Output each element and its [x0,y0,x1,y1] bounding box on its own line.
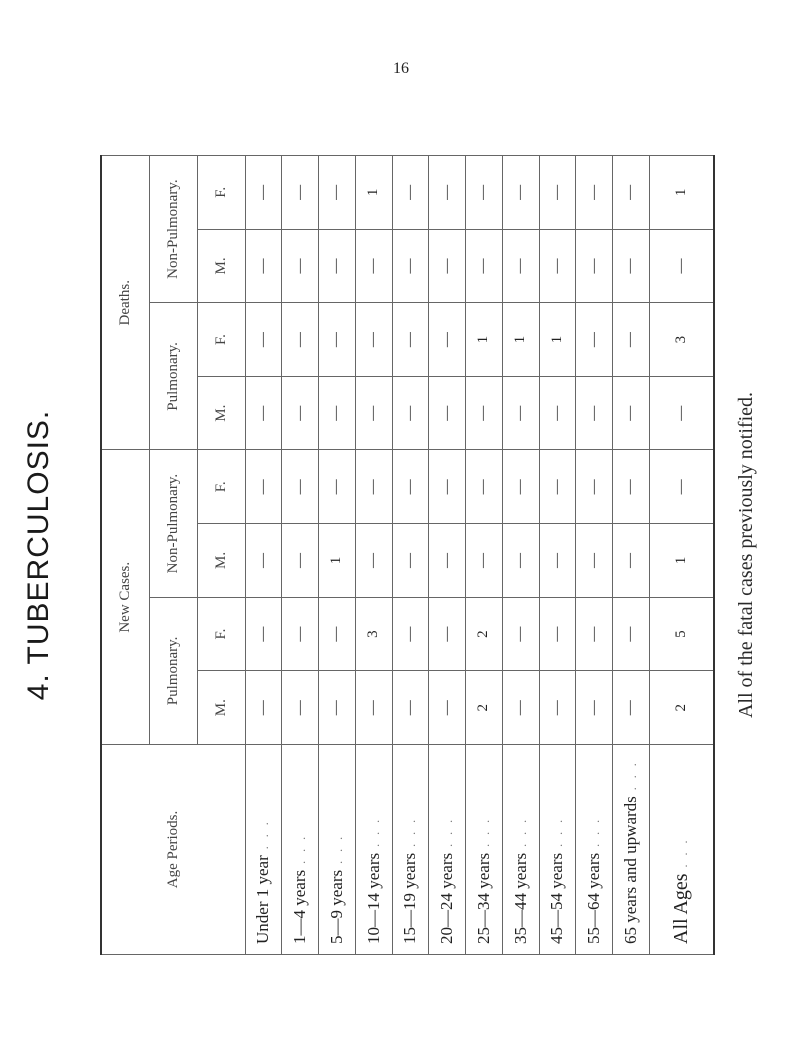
value-cell: — [319,156,356,230]
value-cell: — [613,597,650,671]
value-cell: — [649,376,714,450]
value-cell: 1 [319,524,356,598]
col-header-m: M. [197,524,245,598]
value-cell: 3 [355,597,392,671]
value-cell: — [466,229,503,303]
value-cell: — [392,450,429,524]
table-row [502,156,539,955]
value-cell: — [282,156,319,230]
value-cell: — [245,156,282,230]
value-cell: — [355,524,392,598]
footnote: All of the fatal cases previously notified. [735,392,757,719]
table-row [429,156,466,955]
value-cell: — [319,671,356,745]
value-cell: 3 [649,303,714,377]
value-cell: — [319,229,356,303]
table-row [319,156,356,955]
age-period-label: 35—44 years [510,852,530,944]
value-cell: 2 [466,597,503,671]
value-cell: — [319,303,356,377]
leader-dots: . . . [551,816,566,847]
value-cell: — [502,229,539,303]
new-pulmonary-header: Pulmonary. [149,597,197,744]
section-title: 4. TUBERCULOSIS. [22,409,55,701]
col-header-m: M. [197,671,245,745]
age-periods-header: Age Periods. [101,745,245,955]
rotated-table-region [22,155,757,955]
value-cell: — [319,450,356,524]
value-cell: — [355,376,392,450]
new-cases-header: New Cases. [101,450,149,745]
value-cell: 1 [649,524,714,598]
value-cell: 1 [502,303,539,377]
value-cell: — [282,524,319,598]
leader-dots: . . . [367,816,382,847]
value-cell: — [282,376,319,450]
value-cell: — [613,450,650,524]
value-cell: 1 [466,303,503,377]
value-cell: — [392,156,429,230]
age-period-cell [429,745,466,955]
value-cell: — [576,524,613,598]
value-cell: — [502,524,539,598]
value-cell: — [466,450,503,524]
value-cell: — [649,450,714,524]
value-cell: — [576,450,613,524]
leader-dots: . . . [514,816,529,847]
age-period-label: All Ages [669,873,692,944]
value-cell: — [613,671,650,745]
age-period-cell [319,745,356,955]
leader-dots: . . . [624,760,639,791]
col-header-f: F. [197,450,245,524]
value-cell: — [282,229,319,303]
value-cell: — [539,376,576,450]
value-cell: — [282,450,319,524]
value-cell: — [539,229,576,303]
age-period-cell [466,745,503,955]
value-cell: 1 [355,156,392,230]
value-cell: — [245,450,282,524]
col-header-m: M. [197,229,245,303]
value-cell: — [466,156,503,230]
leader-dots: . . . [441,816,456,847]
age-period-label: 45—54 years [547,852,567,944]
value-cell: — [282,597,319,671]
age-period-label: 10—14 years [363,852,383,944]
leader-dots: . . . [477,816,492,847]
value-cell: — [613,156,650,230]
leader-dots: . . . [257,819,272,850]
value-cell: — [502,597,539,671]
age-period-cell [613,745,650,955]
value-cell: 1 [649,156,714,230]
leader-dots: . . . [404,816,419,847]
value-cell: — [576,597,613,671]
leader-dots: . . . [675,837,690,868]
table-row [245,156,282,955]
value-cell: — [429,156,466,230]
total-row [649,156,714,955]
value-cell: — [613,303,650,377]
age-period-cell [539,745,576,955]
value-cell: — [613,376,650,450]
value-cell: — [429,597,466,671]
col-header-f: F. [197,597,245,671]
value-cell: — [576,303,613,377]
age-period-label: 65 years and upwards [620,796,640,944]
age-period-label: Under 1 year [253,855,273,944]
age-period-cell [576,745,613,955]
value-cell: — [576,156,613,230]
value-cell: — [502,450,539,524]
value-cell: — [245,376,282,450]
table-row [539,156,576,955]
age-period-label: 55—64 years [584,852,604,944]
age-period-label: 20—24 years [437,852,457,944]
value-cell: — [649,229,714,303]
table-row [576,156,613,955]
value-cell: — [539,524,576,598]
value-cell: — [245,229,282,303]
value-cell: — [392,229,429,303]
age-period-label: 25—34 years [473,852,493,944]
value-cell: 5 [649,597,714,671]
col-header-f: F. [197,156,245,230]
age-period-cell [649,745,714,955]
leader-dots: . . . [294,833,309,864]
value-cell: — [539,671,576,745]
value-cell: — [576,376,613,450]
age-period-cell [502,745,539,955]
col-header-f: F. [197,303,245,377]
page-number: 16 [393,60,409,77]
col-header-m: M. [197,376,245,450]
value-cell: — [245,671,282,745]
value-cell: — [502,156,539,230]
value-cell: — [355,303,392,377]
value-cell: — [282,671,319,745]
value-cell: — [245,524,282,598]
value-cell: — [319,376,356,450]
value-cell: — [539,597,576,671]
value-cell: — [355,450,392,524]
value-cell: — [466,524,503,598]
table-row [613,156,650,955]
value-cell: — [429,450,466,524]
age-period-cell [245,745,282,955]
value-cell: — [613,524,650,598]
age-period-cell [282,745,319,955]
deaths-pulmonary-header: Pulmonary. [149,303,197,450]
table-row [282,156,319,955]
value-cell: — [539,156,576,230]
age-period-label: 5—9 years [326,869,346,944]
value-cell: 2 [649,671,714,745]
table-row [392,156,429,955]
value-cell: 1 [539,303,576,377]
value-cell: 2 [466,671,503,745]
value-cell: — [392,597,429,671]
tuberculosis-table [100,155,715,955]
value-cell: — [392,303,429,377]
deaths-non-pulmonary-header: Non-Pulmonary. [149,156,197,303]
table-body [245,156,714,955]
deaths-header: Deaths. [101,156,149,451]
value-cell: — [613,229,650,303]
value-cell: — [282,303,319,377]
new-non-pulmonary-header: Non-Pulmonary. [149,450,197,597]
table-row [355,156,392,955]
age-period-cell [392,745,429,955]
age-period-cell [355,745,392,955]
value-cell: — [392,671,429,745]
value-cell: — [319,597,356,671]
value-cell: — [429,303,466,377]
value-cell: — [429,671,466,745]
value-cell: — [539,450,576,524]
value-cell: — [502,376,539,450]
value-cell: — [466,376,503,450]
value-cell: — [355,671,392,745]
value-cell: — [245,303,282,377]
value-cell: — [392,524,429,598]
value-cell: — [429,524,466,598]
value-cell: — [429,376,466,450]
value-cell: — [576,229,613,303]
value-cell: — [502,671,539,745]
age-period-label: 1—4 years [290,869,310,944]
value-cell: — [576,671,613,745]
age-period-label: 15—19 years [400,852,420,944]
value-cell: — [355,229,392,303]
value-cell: — [429,229,466,303]
value-cell: — [245,597,282,671]
leader-dots: . . . [588,816,603,847]
value-cell: — [392,376,429,450]
landscape-content [22,155,757,955]
leader-dots: . . . [330,833,345,864]
table-row [466,156,503,955]
